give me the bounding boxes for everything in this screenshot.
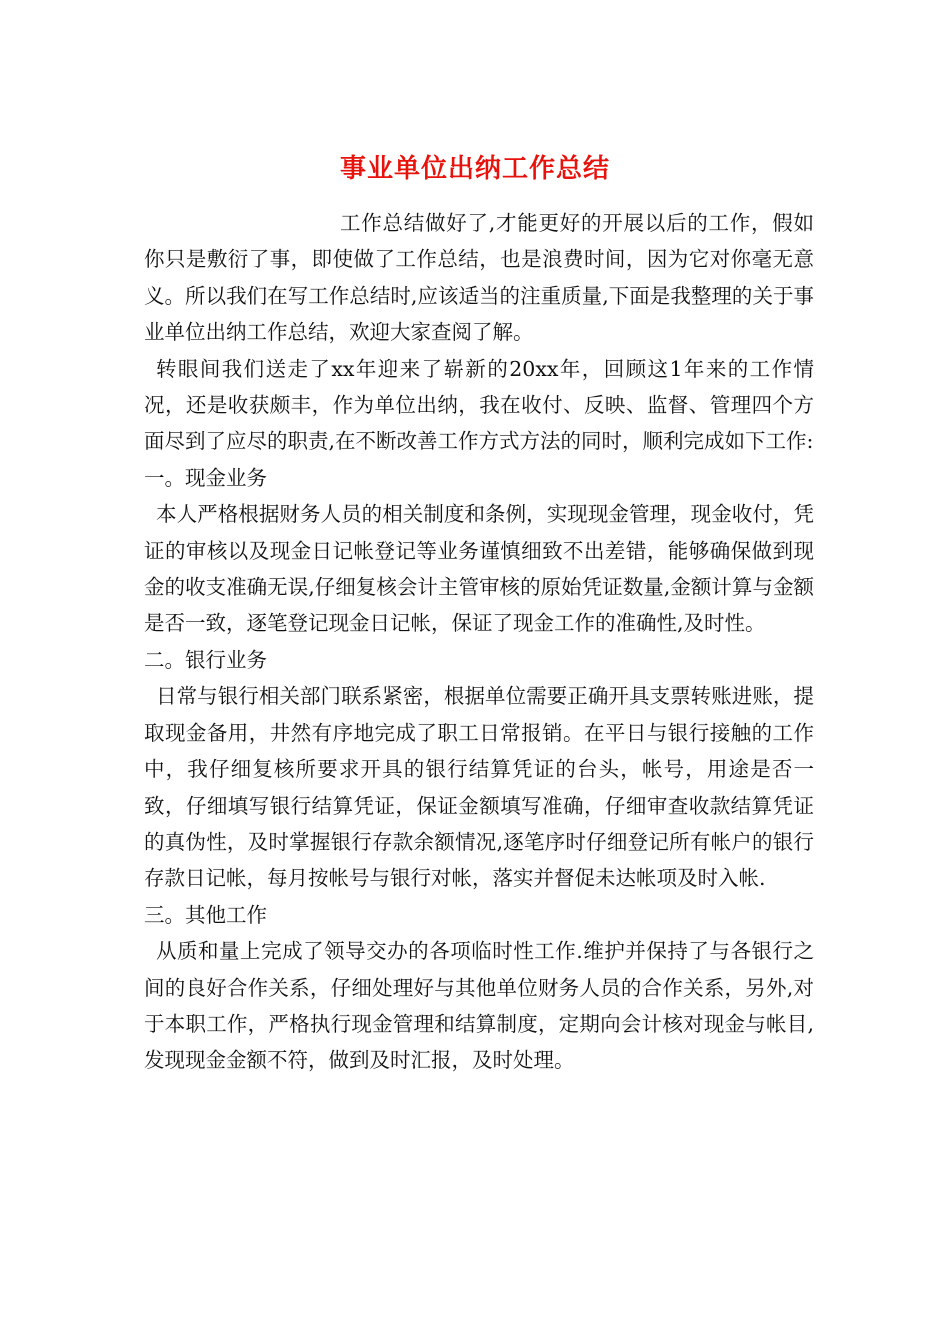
section-heading-other: 三。其他工作 xyxy=(144,902,267,927)
section-heading-cash: 一。现金业务 xyxy=(144,465,267,490)
document-body xyxy=(144,205,814,1079)
document-title: 事业单位出纳工作总结 xyxy=(339,154,610,185)
bank-business-paragraph: 日常与银行相关部门联系紧密，根据单位需要正确开具支票转账进账，提取现金备用，井然有序地完成了职工日常报销。在平日与银行接触的工作中，我仔细复核所要求开具的银行结算凭证的台头，帐号，用途是否一致，仔细填写银行结算凭证，保证金额填写准确，仔细审查收款结算凭证的真伪性，及时掌握银行存款余额情况,逐笔序时仔细登记所有帐户的银行存款日记帐，每月按帐号与银行对帐，落实并督促未达帐项及时入帐. xyxy=(144,684,814,891)
summary-paragraph: 转眼间我们送走了xx年迎来了崭新的20xx年，回顾这1年来的工作情况，还是收获颇丰，作为单位出纳，我在收付、反映、监督、管理四个方面尽到了应尽的职责,在不断改善工作方式方法的同时，顺利完成如下工作: xyxy=(144,356,814,454)
section-heading-bank: 二。银行业务 xyxy=(144,647,267,672)
other-work-paragraph: 从质和量上完成了领导交办的各项临时性工作.维护并保持了与各银行之间的良好合作关系，仔细处理好与其他单位财务人员的合作关系，另外,对于本职工作，严格执行现金管理和结算制度，定期向会计核对现金与帐目,发现现金金额不符，做到及时汇报，及时处理。 xyxy=(144,939,814,1073)
intro-paragraph: 工作总结做好了,才能更好的开展以后的工作，假如你只是敷衍了事，即使做了工作总结，也是浪费时间，因为它对你毫无意义。所以我们在写工作总结时,应该适当的注重质量,下面是我整理的关于事业单位出纳工作总结，欢迎大家查阅了解。 xyxy=(144,211,814,345)
cash-business-paragraph: 本人严格根据财务人员的相关制度和条例，实现现金管理，现金收付，凭证的审核以及现金日记帐登记等业务谨慎细致不出差错，能够确保做到现金的收支准确无误,仔细复核会计主管审核的原始凭证数量,金额计算与金额是否一致，逐笔登记现金日记帐，保证了现金工作的准确性,及时性。 xyxy=(144,502,814,636)
